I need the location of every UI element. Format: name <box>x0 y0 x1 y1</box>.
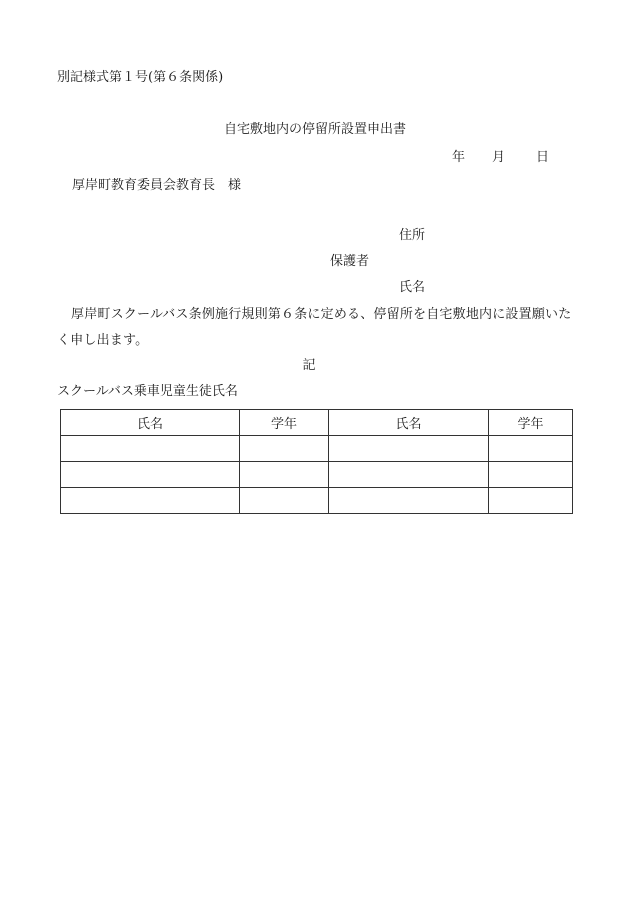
student-name-cell[interactable] <box>329 436 489 462</box>
date-month-label: 月 <box>492 150 506 165</box>
student-name-cell[interactable] <box>61 436 240 462</box>
guardian-label: 保護者 <box>330 254 370 269</box>
column-header-name-2: 氏名 <box>329 410 489 436</box>
table-row <box>61 436 573 462</box>
student-grade-cell[interactable] <box>240 436 329 462</box>
student-name-cell[interactable] <box>61 488 240 514</box>
ki-label: 記 <box>302 358 316 373</box>
date-day-label: 日 <box>536 150 550 165</box>
student-grade-cell[interactable] <box>240 488 329 514</box>
student-grade-cell[interactable] <box>240 462 329 488</box>
request-body-text: 厚岸町スクールバス条例施行規則第６条に定める、停留所を自宅敷地内に設置願いたく申し出ます。 <box>57 307 572 348</box>
date-line <box>452 150 549 166</box>
table-row <box>61 488 573 514</box>
column-header-name-1: 氏名 <box>61 410 240 436</box>
addressee: 厚岸町教育委員会教育長 様 <box>72 178 242 193</box>
student-grade-cell[interactable] <box>489 488 573 514</box>
table-row <box>61 462 573 488</box>
address-label: 住所 <box>399 228 426 243</box>
students-table <box>60 409 573 514</box>
students-heading: スクールバス乗車児童生徒氏名 <box>57 384 238 399</box>
student-grade-cell[interactable] <box>489 436 573 462</box>
applicant-name-label: 氏名 <box>399 280 426 295</box>
document-title: 自宅敷地内の停留所設置申出書 <box>223 122 406 137</box>
table-header-row <box>61 410 573 436</box>
form-number: 別記様式第１号(第６条関係) <box>57 70 224 85</box>
student-grade-cell[interactable] <box>489 462 573 488</box>
date-year-label: 年 <box>452 150 466 165</box>
column-header-grade-2: 学年 <box>489 410 573 436</box>
column-header-grade-1: 学年 <box>240 410 329 436</box>
student-name-cell[interactable] <box>329 462 489 488</box>
student-name-cell[interactable] <box>329 488 489 514</box>
student-name-cell[interactable] <box>61 462 240 488</box>
